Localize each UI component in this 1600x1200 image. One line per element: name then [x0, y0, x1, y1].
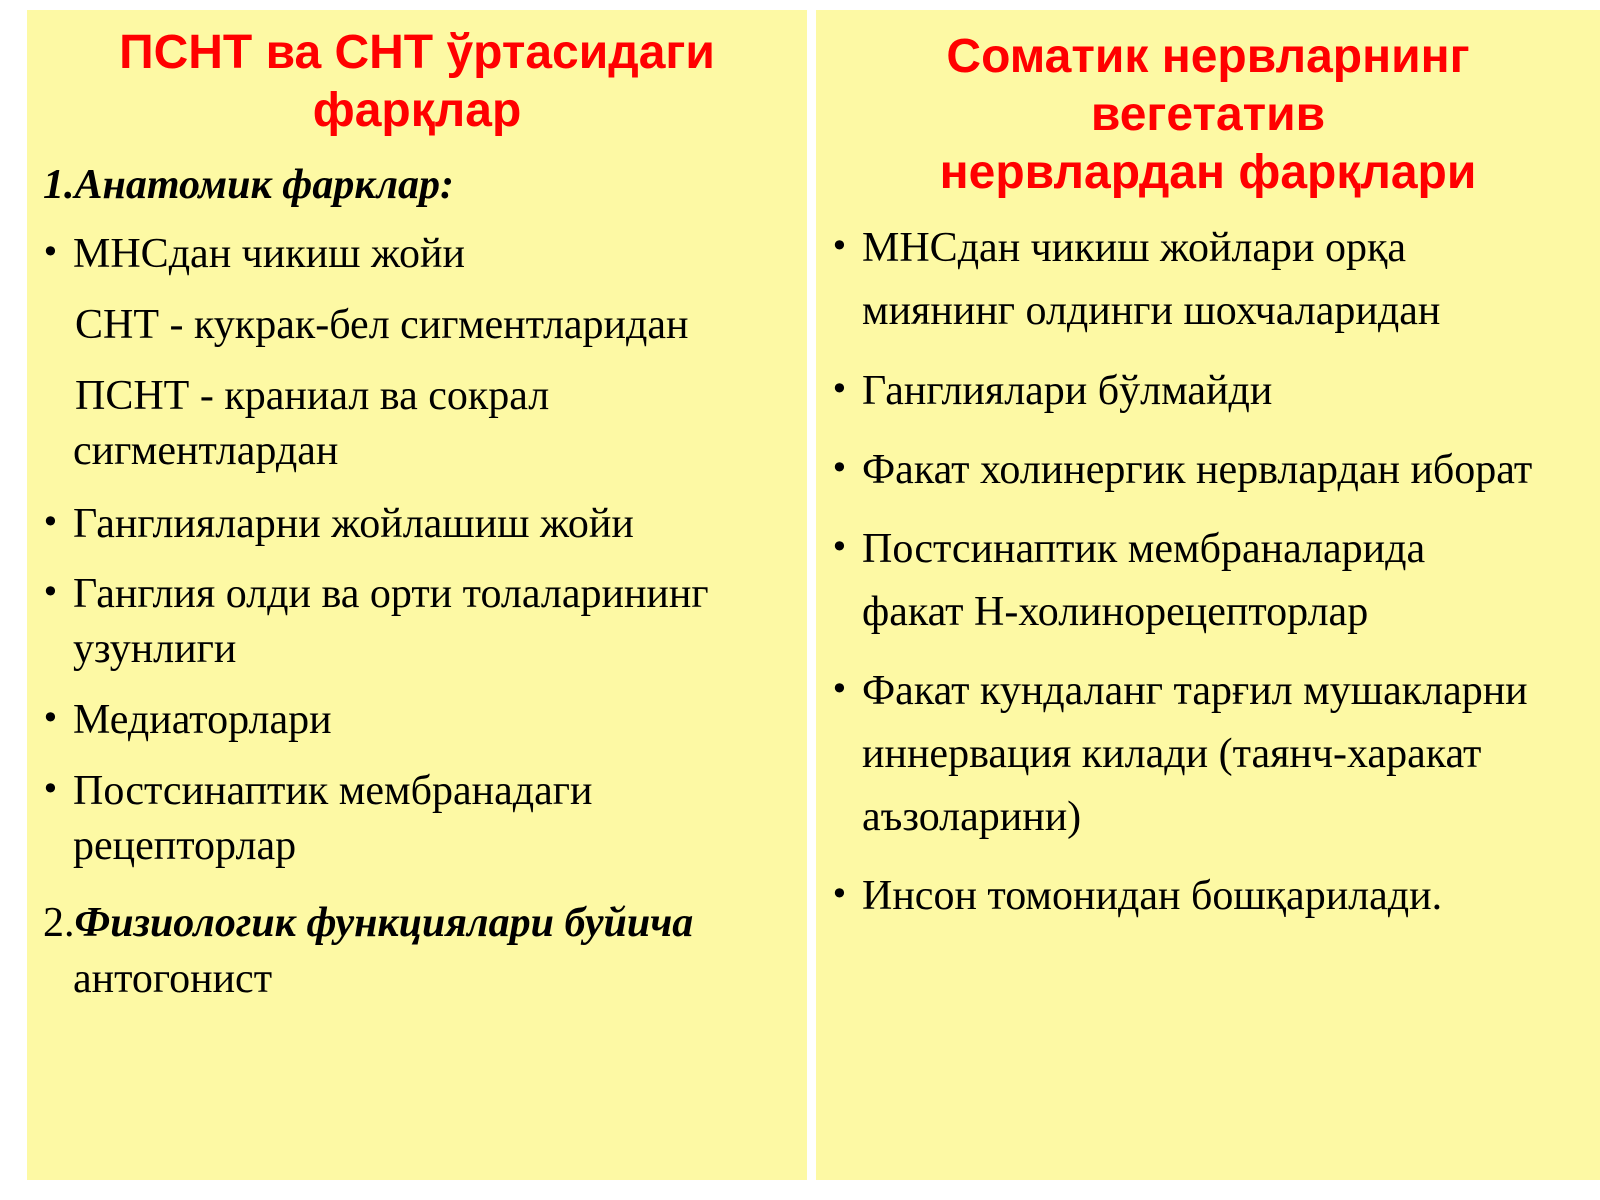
left-title: ПСНТ ва СНТ ўртасидаги фарқлар [119, 26, 715, 137]
list-item-mediators: • Медиаторлари [27, 692, 332, 748]
list-subitem-psnt: ПСНТ - краниал ва сокрал [75, 373, 550, 419]
physiological-functions-section [43, 895, 783, 1007]
list-item-no-ganglia: • Ганглиялари бўлмайди [816, 360, 1562, 423]
list-item-exit-place: • МНСдан чикиш жойи [27, 226, 465, 282]
right-title: Соматик нервларнинг вегетатив нервлардан фарқлари [939, 30, 1477, 199]
list-item-somatic-exit: • МНСдан чикиш жойлари орқа миянинг олдинги шохчаларидан [816, 217, 1562, 343]
list-subitem-snt: СНТ - кукрак-бел сигментларидан [75, 302, 689, 348]
left-panel [27, 10, 807, 1180]
right-panel [816, 10, 1600, 1180]
list-item-voluntary-control: • Инсон томонидан бошқарилади. [816, 865, 1582, 928]
section2-number: 2. [43, 900, 75, 946]
physiological-functions-heading: Физиологик функциялари буйича [74, 900, 694, 946]
list-subitem-psnt-continued: сигментлардан [73, 428, 339, 474]
list-item-fiber-length: • Ганглия олди ва орти толаларининг [27, 566, 709, 622]
antagonist-text: антогонист [73, 956, 273, 1002]
list-item-cholinergic: • Факат холинергик нервлардан иборат [816, 439, 1600, 502]
list-item-h-cholinoreceptors: • Постсинаптик мембраналарида факат Н-холинорецепторлар [816, 518, 1512, 644]
list-item-ganglia-location: • Ганглияларни жойлашиш жойи [27, 496, 634, 552]
anatomical-differences-heading: 1.Анатомик фарклар: [43, 162, 454, 208]
list-item-striated-muscles: • Факат кундаланг тарғил мушакларни иннервация килади (таянч-харакат аъзоларини) [816, 660, 1582, 849]
list-item-postsynaptic-receptors-continued: рецепторлар [73, 823, 297, 869]
list-item-postsynaptic-receptors: • Постсинаптик мембранадаги [27, 763, 592, 819]
list-item-fiber-length-continued: узунлиги [73, 626, 237, 672]
